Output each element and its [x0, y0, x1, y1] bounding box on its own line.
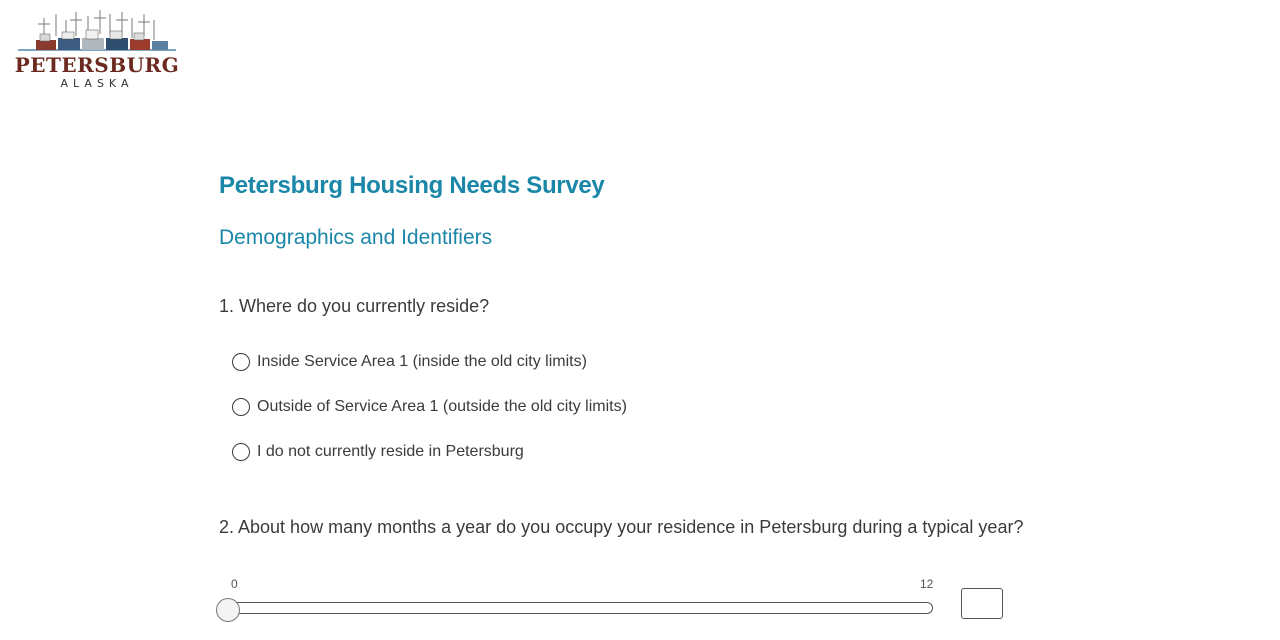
months-slider-track[interactable]	[219, 602, 933, 614]
question-1-text: 1. Where do you currently reside?	[219, 296, 490, 316]
petersburg-logo	[14, 10, 180, 90]
months-value-input[interactable]	[961, 588, 1003, 619]
page-subtitle: Demographics and Identifiers	[219, 226, 493, 249]
logo-wordmark: PETERSBURG	[14, 53, 180, 77]
slider-max-label: 12	[920, 577, 934, 591]
radio-button[interactable]	[232, 398, 250, 416]
question-2-text: 2. About how many months a year do you occupy your residence in Petersburg during a typical year?	[219, 517, 1024, 537]
option-not-reside[interactable]	[232, 440, 524, 464]
radio-button[interactable]	[232, 443, 250, 461]
months-slider-handle[interactable]	[216, 598, 240, 622]
radio-button[interactable]	[232, 353, 250, 371]
option-inside-service-area[interactable]	[232, 350, 587, 374]
survey-title: Petersburg Housing Needs Survey	[219, 172, 605, 199]
fishing-boats-icon	[18, 10, 176, 54]
option-label: Inside Service Area 1 (inside the old city limits)	[257, 353, 587, 370]
option-outside-service-area[interactable]	[232, 395, 627, 419]
option-label: Outside of Service Area 1 (outside the old city limits)	[257, 398, 627, 415]
slider-min-label: 0	[231, 577, 238, 591]
option-label: I do not currently reside in Petersburg	[257, 443, 524, 460]
logo-subtitle: ALASKA	[60, 77, 134, 90]
